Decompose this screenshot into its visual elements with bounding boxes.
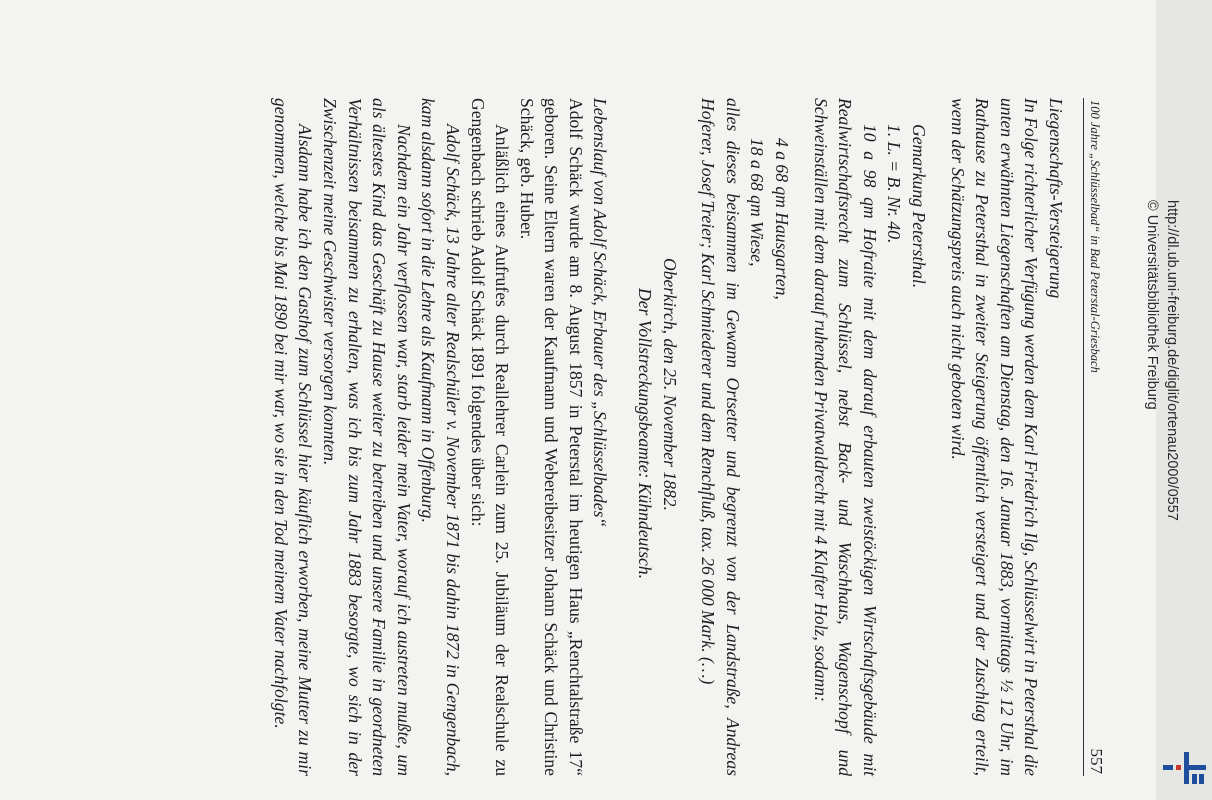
quoted-paragraph: Alsdann habe ich den Gasthof zum Schlüssel hier käuflich erworben, meine Mutter zu mir genommen, welche bis Mai 1890 bei mir war, wo sie in den Tod meinem Vater nachfolgte. xyxy=(270,98,316,776)
source-url[interactable]: http://dl.ub.uni-freiburg.de/diglit/ortenau2000/0557 xyxy=(1164,200,1180,521)
book-page-rotated xyxy=(78,98,1108,776)
land-register-list xyxy=(882,98,931,776)
list-item: 18 a 68 qm Wiese, xyxy=(747,138,768,267)
boundary-description: alles dieses beisammen im Gewann Ortsetter und begrenzt von der Landstraße, Andreas Hoferer, Josef Treier; Karl Schmiederer und dem Renchfluß, tax. 26 000 Mark. (…) xyxy=(698,98,743,776)
copyright-notice: © Universitätsbibliothek Freiburg xyxy=(1144,200,1160,410)
list-item: 4 a 68 qm Hausgarten, xyxy=(772,138,793,300)
quoted-paragraph: Adolf Schäck, 13 Jahre alter Realschüler v. November 1871 bis dahin 1872 in Gengenbach, kam alsdann sofort in die Lehre als Kaufmann in Offenburg. xyxy=(418,98,463,776)
list-item: Gemarkung Petersthal. xyxy=(909,124,930,289)
list-item: 1. L. = B. Nr. 40. xyxy=(884,124,905,244)
official-signature: Der Vollstreckungsbeamte: Kühndeutsch. xyxy=(635,288,656,580)
library-logo-icon xyxy=(1163,748,1207,788)
quoted-paragraph: Nachdem ein Jahr verflossen war, starb leider mein Vater, worauf ich austreten mußte, um als ältestes Kind das Geschäft zu Hause weiter zu betreiben und unsere Familie in geordneten Verhältnissen beisammen zu erhalten, was ich bis zum Jahr 1883 besorgte, wo sich in der Zwischenzeit meine Geschwister versorgen konnten. xyxy=(319,98,414,776)
page-body xyxy=(268,98,1068,776)
sidebar-citation xyxy=(1142,200,1182,521)
biography-paragraph: Anläßlich eines Aufrufes durch Reallehrer Carlein zum 25. Jubiläum der Realschule zu Gengenbach schrieb Adolf Schäck 1891 folgendes über sich: xyxy=(467,98,513,776)
property-description: 10 a 98 qm Hofraite mit dem darauf erbauten zweistöckigen Wirtschaftsgebäude mit Realwirtschaftsrecht zum Schlüssel, nebst Back- und Waschhaus, Wagenschopf und Schweinställen mit dem darauf ruhenden Privatwaldrecht mit 4 Klafter Holz, sodann: xyxy=(810,98,880,776)
place-and-signature xyxy=(633,98,682,776)
parcel-list xyxy=(745,98,794,776)
section-heading-biography: Lebenslauf von Adolf Schäck, Erbauer des „Schlüsselbades“ xyxy=(590,98,611,528)
auction-announcement: In Folge richterlicher Verfügung werden dem Karl Friedrich Ilg, Schlüsselwirt in Petersthal die unten erwähnten Liegenschaften am Dienstag, den 16. Januar 1883, vormittags ½ 12 Uhr, im Rathause zu Petersthal in zweiter Steigerung öffentlich versteigert und der Zuschlag erteilt, wenn der Schätzungspreis auch nicht geboten wird. xyxy=(947,98,1042,776)
running-head-title: 100 Jahre „Schlüsselbad“ in Bad Peterstal-Griesbach xyxy=(1088,100,1102,373)
place-date: Oberkirch, den 25. November 1882. xyxy=(659,258,680,511)
page-number: 557 xyxy=(1087,748,1106,774)
section-heading-auction: Liegenschafts-Versteigerung xyxy=(1046,98,1066,299)
biography-paragraph: Adolf Schäck wurde am 8. August 1857 in Peterstal im heutigen Haus „Renchtalstraße 17“ geboren. Seine Eltern waren der Kaufmann und Webereibesitzer Johann Schäck und Christine Schäck, geb. Huber. xyxy=(516,98,586,776)
running-head xyxy=(1083,98,1108,776)
